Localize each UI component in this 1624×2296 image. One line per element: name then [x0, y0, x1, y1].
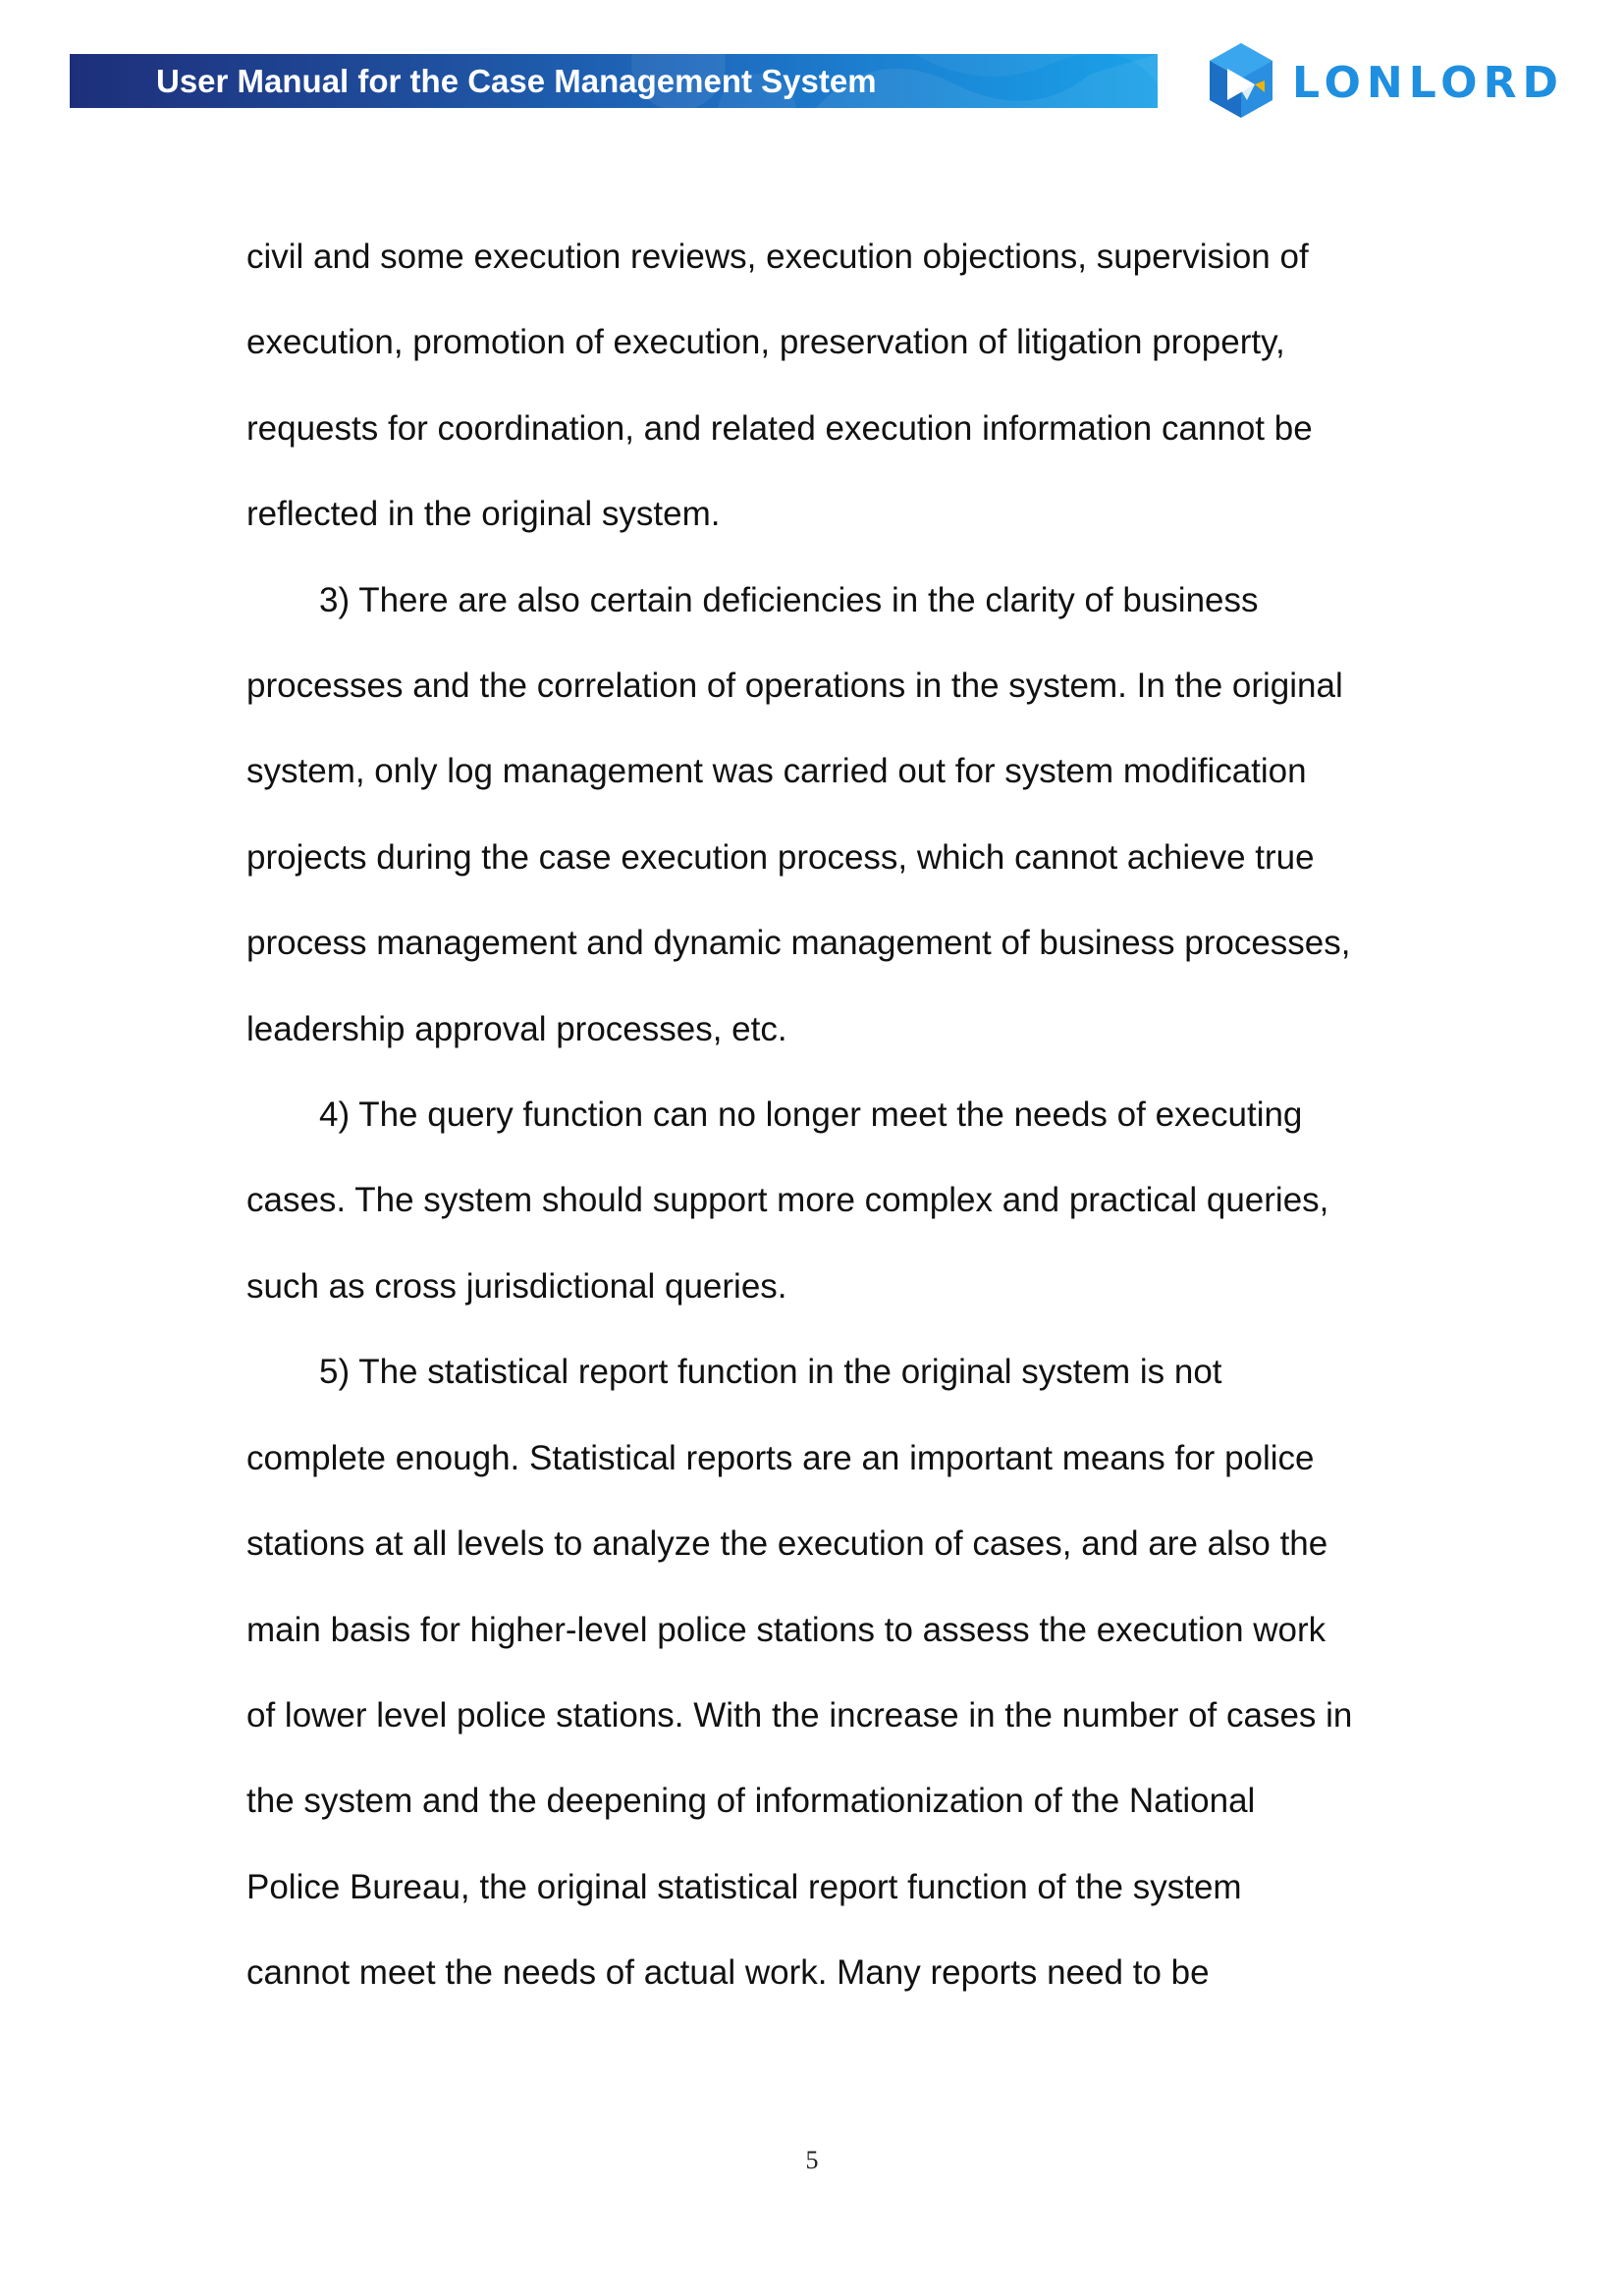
text-line: such as cross jurisdictional queries. — [246, 1266, 787, 1306]
header-banner — [70, 54, 1158, 108]
hexagon-logo-icon — [1208, 41, 1561, 122]
text-line: main basis for higher-level police stations to assess the execution work — [246, 1610, 1326, 1649]
header-title: User Manual for the Case Management System — [156, 63, 877, 99]
text-line: the system and the deepening of informationization of the National — [246, 1782, 1256, 1821]
text-line: reflected in the original system. — [246, 495, 721, 534]
text-line: Police Bureau, the original statistical report function of the system — [246, 1867, 1242, 1906]
text-line: 3) There are also certain deficiencies in the clarity of business — [319, 580, 1259, 619]
text-line: cannot meet the needs of actual work. Many reports need to be — [246, 1953, 1210, 1993]
text-line: requests for coordination, and related execution information cannot be — [246, 408, 1313, 448]
text-line: of lower level police stations. With the increase in the number of cases in — [246, 1695, 1353, 1735]
text-line: 4) The query function can no longer meet the needs of executing — [319, 1095, 1303, 1135]
text-line: 5) The statistical report function in the original system is not — [319, 1353, 1222, 1392]
text-line: system, only log management was carried out for system modification — [246, 752, 1307, 791]
text-line: cases. The system should support more complex and practical queries, — [246, 1181, 1329, 1220]
text-line: complete enough. Statistical reports are an important means for police — [246, 1438, 1315, 1477]
page-number: 5 — [805, 2146, 819, 2174]
text-line: process management and dynamic management of business processes, — [246, 924, 1351, 963]
company-logo — [1208, 41, 1561, 122]
text-line: execution, promotion of execution, preservation of litigation property, — [246, 323, 1285, 362]
text-line: civil and some execution reviews, execution objections, supervision of — [246, 238, 1309, 276]
text-line: processes and the correlation of operations in the system. In the original — [246, 667, 1343, 706]
body-text — [246, 214, 1395, 2016]
text-line: stations at all levels to analyze the execution of cases, and are also the — [246, 1524, 1328, 1564]
text-line: projects during the case execution process, which cannot achieve true — [246, 837, 1315, 877]
logo-wordmark: LONLORD — [1292, 58, 1561, 108]
text-line: leadership approval processes, etc. — [246, 1009, 787, 1048]
